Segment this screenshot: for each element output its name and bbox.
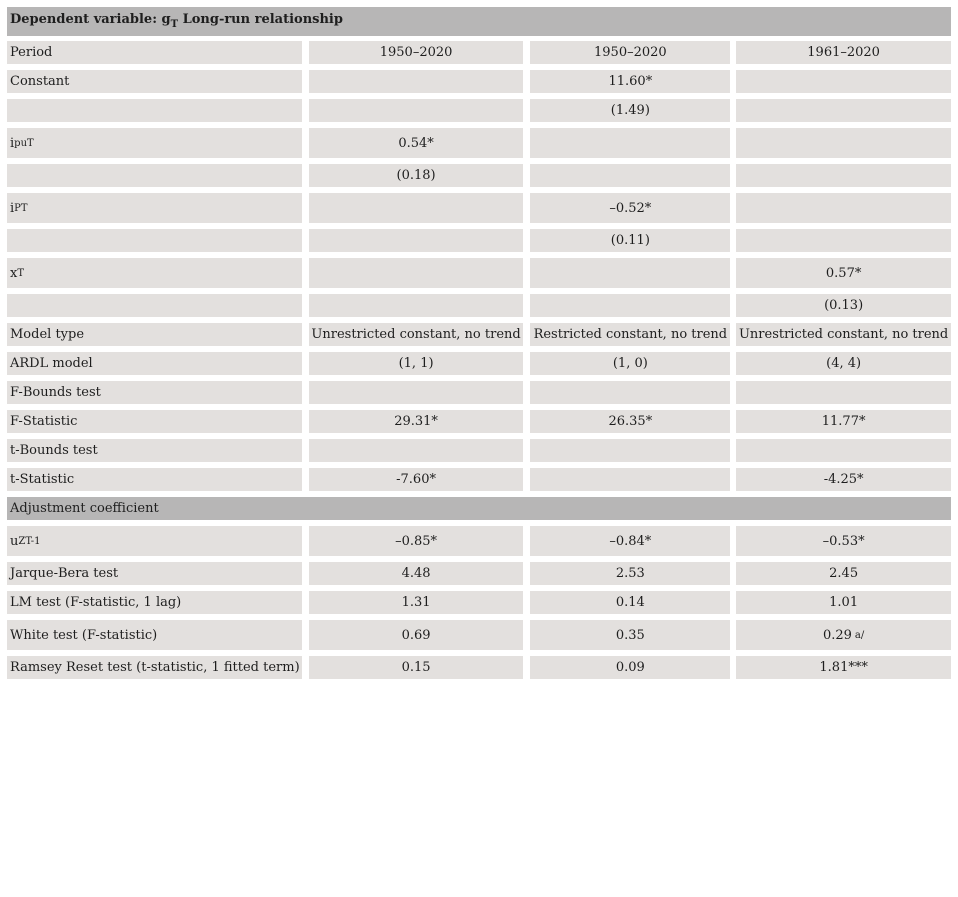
cell-col1 (309, 193, 524, 223)
cell-col3: 1.01 (736, 591, 951, 614)
cell-col2 (530, 468, 730, 491)
cell-col3: 2.45 (736, 562, 951, 585)
cell-col2: 0.35 (530, 620, 730, 650)
row-constant (7, 70, 951, 93)
cell-col3: 0.57* (736, 258, 951, 288)
cell-col1: 29.31* (309, 410, 524, 433)
row-label: Model type (7, 323, 302, 346)
row-label: White test (F-statistic) (7, 620, 302, 650)
row-ipt-se (7, 229, 951, 252)
row-label: i puT (7, 128, 302, 158)
cell-col3: (4, 4) (736, 352, 951, 375)
cell-col1: 1950–2020 (309, 41, 524, 64)
row-constant-se (7, 99, 951, 122)
cell-col1: 0.15 (309, 656, 524, 679)
row-uzt (7, 526, 951, 556)
cell-col2: 1950–2020 (530, 41, 730, 64)
row-label (7, 294, 302, 317)
row-jarque-bera (7, 562, 951, 585)
cell-col2: 0.09 (530, 656, 730, 679)
row-label: LM test (F-statistic, 1 lag) (7, 591, 302, 614)
cell-col2: –0.84* (530, 526, 730, 556)
row-t-statistic (7, 468, 951, 491)
row-label: u ZT-1 (7, 526, 302, 556)
cell-col1 (309, 439, 524, 462)
row-ramsey-reset (7, 656, 951, 679)
row-label (7, 164, 302, 187)
row-label: Constant (7, 70, 302, 93)
row-white-test (7, 620, 951, 650)
cell-col2 (530, 164, 730, 187)
cell-col3 (736, 229, 951, 252)
table-title: Dependent variable: $g_T$ Long-run relationship (7, 7, 951, 36)
cell-col1: -7.60* (309, 468, 524, 491)
row-ardl-model (7, 352, 951, 375)
cell-col2 (530, 294, 730, 317)
cell-col3: 0.29 a/ (736, 620, 951, 650)
row-label: Period (7, 41, 302, 64)
cell-col2 (530, 439, 730, 462)
adjustment-section-header: Adjustment coefficient (7, 497, 951, 520)
cell-col2: 0.14 (530, 591, 730, 614)
cell-col3 (736, 164, 951, 187)
cell-col3 (736, 70, 951, 93)
row-t-bounds (7, 439, 951, 462)
cell-col3: 1961–2020 (736, 41, 951, 64)
cell-col3: 1.81*** (736, 656, 951, 679)
cell-col2: (0.11) (530, 229, 730, 252)
footnote-marker: a/ (854, 629, 865, 641)
cell-col1 (309, 99, 524, 122)
cell-col2: (1, 0) (530, 352, 730, 375)
cell-col2: 2.53 (530, 562, 730, 585)
row-period (7, 41, 951, 64)
cell-col1: –0.85* (309, 526, 524, 556)
cell-col2: (1.49) (530, 99, 730, 122)
cell-col3: -4.25* (736, 468, 951, 491)
cell-col2: Restricted constant, no trend (530, 323, 730, 346)
cell-col1: (1, 1) (309, 352, 524, 375)
cell-col2 (530, 381, 730, 404)
row-label: F-Bounds test (7, 381, 302, 404)
row-label (7, 99, 302, 122)
row-xt-se (7, 294, 951, 317)
cell-col1: Unrestricted constant, no trend (309, 323, 524, 346)
cell-col3 (736, 439, 951, 462)
cell-col3 (736, 381, 951, 404)
row-iput-se (7, 164, 951, 187)
cell-col1: 4.48 (309, 562, 524, 585)
row-label: Jarque-Bera test (7, 562, 302, 585)
row-label: t-Statistic (7, 468, 302, 491)
cell-col1 (309, 70, 524, 93)
cell-col3 (736, 128, 951, 158)
cell-col1 (309, 294, 524, 317)
cell-col3: Unrestricted constant, no trend (736, 323, 951, 346)
row-label: x T (7, 258, 302, 288)
cell-col1: (0.18) (309, 164, 524, 187)
row-model-type (7, 323, 951, 346)
cell-col3: –0.53* (736, 526, 951, 556)
cell-col2 (530, 128, 730, 158)
regression-table (7, 7, 951, 685)
row-ipt (7, 193, 951, 223)
row-xt (7, 258, 951, 288)
cell-col1 (309, 381, 524, 404)
row-f-bounds (7, 381, 951, 404)
cell-col2: –0.52* (530, 193, 730, 223)
cell-col3: (0.13) (736, 294, 951, 317)
row-label: F-Statistic (7, 410, 302, 433)
row-label: Ramsey Reset test (t-statistic, 1 fitted term) (7, 656, 302, 679)
row-label: i PT (7, 193, 302, 223)
cell-col2 (530, 258, 730, 288)
cell-col1 (309, 229, 524, 252)
row-label: t-Bounds test (7, 439, 302, 462)
row-label (7, 229, 302, 252)
cell-col3: 11.77* (736, 410, 951, 433)
cell-col1: 0.54* (309, 128, 524, 158)
cell-col2: 11.60* (530, 70, 730, 93)
cell-col1: 1.31 (309, 591, 524, 614)
row-f-statistic (7, 410, 951, 433)
row-label: ARDL model (7, 352, 302, 375)
cell-col2: 26.35* (530, 410, 730, 433)
cell-col3 (736, 193, 951, 223)
row-lm-test (7, 591, 951, 614)
row-iput (7, 128, 951, 158)
cell-col1 (309, 258, 524, 288)
cell-col3 (736, 99, 951, 122)
cell-col1: 0.69 (309, 620, 524, 650)
